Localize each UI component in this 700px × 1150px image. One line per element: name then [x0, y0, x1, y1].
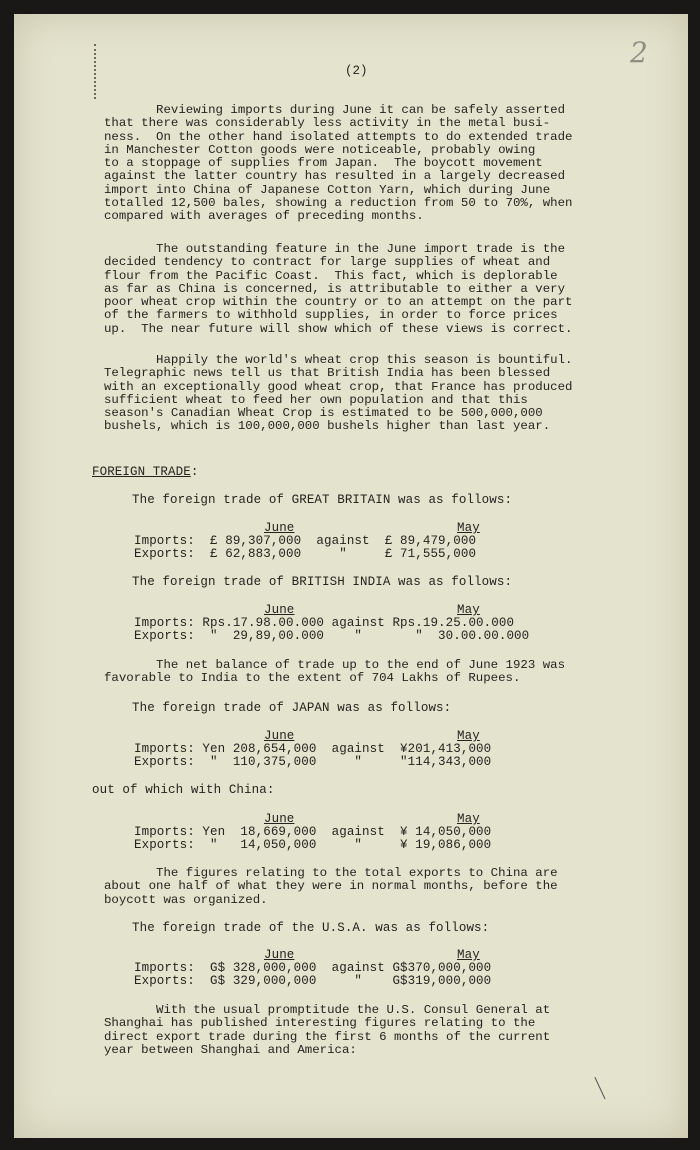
gb-col-june: June	[264, 521, 295, 535]
japan-exports: Exports: " 110,375,000 " "114,343,000	[134, 755, 492, 769]
india-intro: The foreign trade of BRITISH INDIA was as follows:	[132, 575, 513, 589]
document-page	[14, 14, 688, 1138]
india-col-june: June	[264, 603, 295, 617]
china-col-june: June	[264, 812, 295, 826]
usa-col-may: May	[457, 948, 480, 962]
gb-col-may: May	[457, 521, 480, 535]
japan-note: The figures relating to the total exports to China are about one half of what they were in normal months, before the boycott was organized.	[104, 866, 558, 907]
paragraph-wheat-crop: Happily the world's wheat crop this season is bountiful. Telegraphic news tell us that British India has been blessed with an exceptionally good wheat crop, that France has produced sufficient wheat to feed her own population and that this season's Canadian Wheat Crop is estimated to be 500,000,000 bushels, which is 100,000,000 bushels higher than last year.	[104, 353, 573, 434]
usa-note: With the usual promptitude the U.S. Consul General at Shanghai has published interesting figures relating to the direct export trade during the first 6 months of the current year between Shanghai and America:	[104, 1003, 551, 1057]
japan-col-may: May	[457, 729, 480, 743]
gb-exports: Exports: £ 62,883,000 " £ 71,555,000	[134, 547, 477, 561]
section-heading	[92, 466, 198, 480]
foreign-trade-heading: FOREIGN TRADE	[92, 465, 191, 479]
india-col-may: May	[457, 603, 480, 617]
india-note: The net balance of trade up to the end of June 1923 was favorable to India to the extent of 704 Lakhs of Rupees.	[104, 658, 566, 686]
china-imports: Imports: Yen 18,669,000 against ¥ 14,050,000	[134, 825, 492, 839]
gb-imports: Imports: £ 89,307,000 against £ 89,479,000	[134, 534, 477, 548]
usa-exports: Exports: G$ 329,000,000 " G$319,000,000	[134, 974, 492, 988]
japan-china-intro: out of which with China:	[92, 783, 275, 797]
india-imports: Imports: Rps.17.98.00.000 against Rps.19.25.00.000	[134, 616, 515, 630]
heading-colon: :	[190, 465, 199, 479]
paragraph-metal-cotton: Reviewing imports during June it can be safely asserted that there was considerably less activity in the metal busi- ness. On the other hand isolated attempts to do extended trade in Manchester Cotton goods were noticeable, probably owing to a stoppage of supplies from Japan. The boycott movement against the latter country has resulted in a largely decreased import into China of Japanese Cotton Yarn, which during June totalled 12,500 bales, showing a reduction from 50 to 70%, when compared with averages of preceding months.	[104, 103, 573, 224]
japan-intro: The foreign trade of JAPAN was as follows:	[132, 701, 452, 715]
usa-col-june: June	[264, 948, 295, 962]
punch-holes	[94, 44, 102, 99]
pen-mark	[594, 1073, 614, 1099]
gb-intro: The foreign trade of GREAT BRITAIN was as follows:	[132, 493, 513, 507]
paragraph-wheat-flour: The outstanding feature in the June import trade is the decided tendency to contract for large supplies of wheat and flour from the Pacific Coast. This fact, which is deplorable as far as China is concerned, is attributable to either a very poor wheat crop within the country or to an attempt on the part of the farmers to withhold supplies, in order to force prices up. The near future will show which of these views is correct.	[104, 242, 573, 336]
japan-imports: Imports: Yen 208,654,000 against ¥201,413,000	[134, 742, 492, 756]
india-exports: Exports: " 29,89,00.000 " " 30.00.00.000	[134, 629, 530, 643]
corner-page-mark: 2	[630, 36, 648, 69]
china-exports: Exports: " 14,050,000 " ¥ 19,086,000	[134, 838, 492, 852]
page-number: (2)	[345, 64, 368, 78]
china-col-may: May	[457, 812, 480, 826]
usa-intro: The foreign trade of the U.S.A. was as follows:	[132, 921, 490, 935]
japan-col-june: June	[264, 729, 295, 743]
usa-imports: Imports: G$ 328,000,000 against G$370,000,000	[134, 961, 492, 975]
